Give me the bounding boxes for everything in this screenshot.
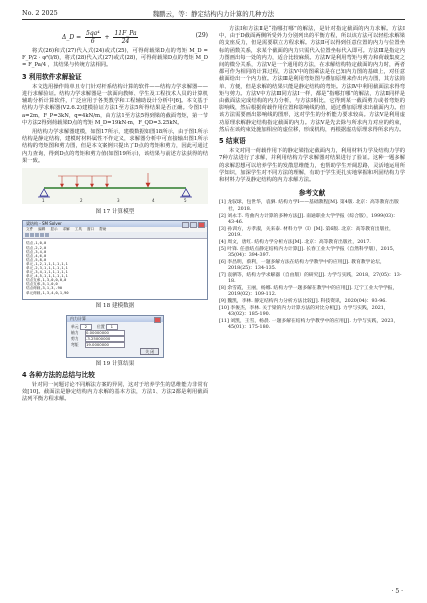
section-heading: 5 结束语 <box>219 137 246 146</box>
zoom-icon[interactable] <box>45 233 49 237</box>
solve-icon[interactable] <box>40 233 44 237</box>
paragraph: 用结构力学求解器建模，如图17所示，建模数据如图18所示，由于图1所示结构是静定结构，建模时材料属性不作定义，求解器分析中可直接输出图1所示结构的弯矩图和剪力图，但是本文案例只提出了D点的弯矩和剪力，因此可通过内力查询，得到D点的弯矩和剪力值(如图19所示)，该结果与前述方法获得的结果一致。 <box>22 129 208 164</box>
eq-lhs: Δ_D <box>62 34 75 42</box>
equation-29: Δ_D = $\frac{\text{5qa⁴}}{6}$ + $\frac{11F\_Pa}{24}$ (29) <box>62 30 208 46</box>
minimize-button[interactable] <box>182 222 189 228</box>
figure-17 <box>22 168 208 216</box>
save-icon[interactable] <box>35 233 39 237</box>
menu-item-window[interactable]: 窗口 <box>86 227 95 232</box>
reference-item: [3] 孙训方，方孝淑，关来泰. 材料力学（Ⅰ）[M]. 第6版. 北京：高等教育出版社，2019. <box>219 226 394 238</box>
moment-value: 19.0000000 <box>85 342 125 348</box>
svg-text:5: 5 <box>184 198 187 204</box>
figure-17-caption: 图 17 计算模型 <box>95 209 135 216</box>
dialog-titlebar <box>67 316 163 322</box>
issue-number: No. 2 2025 <box>22 9 58 17</box>
left-column <box>22 26 208 406</box>
menu-item-tools[interactable]: 工具 <box>74 227 82 232</box>
shear-force-row: 剪力 -3.25000000 <box>71 336 159 342</box>
reference-item: [11] 刘凯，王雪，杨晨. 一题多解在结构力学教学中的应用[J]. 力学与实践，2023，45(01)：175-180. <box>219 318 399 331</box>
equation-number: (29) <box>195 32 208 39</box>
unit-select[interactable]: 2 <box>80 324 92 330</box>
figure-18-caption: 图 18 建模数据 <box>95 303 135 310</box>
dialog-body <box>67 322 163 357</box>
reference-item: [8] 余雪霞，王丽，杨娜. 结构力学一题多解在教学中的应用[J]. 辽宁工业大学学报，2019(02)：109-112. <box>219 285 398 298</box>
open-icon[interactable] <box>30 233 34 237</box>
paragraph: 方法Ⅰ和方法Ⅱ是“指哪打哪”的解法，是针对指定截面的内力求解。方法Ⅰ中，由于D截面两侧所受外力分别列出的平衡方程，所以该方法可以轻松求解梁的支座反力，但是需要联立方程求解。方法Ⅱ可以得到任意位置的内力与位置坐标的函数关系，求某个截面的内力只需代入位置坐标代入即可。方法Ⅲ是指定内力图画出每一处的内力，适合比较麻烦。方法Ⅳ是利用弯矩与剪力和荷载集度之间的微分关系，方法Ⅴ是一个通用的方法，在求解结构特定截面的内力时，两者都可作为相同的计算过程，方法Ⅴ中的图乘法是在已知内力图的基础上，对任意截面给出一个内力值。方法Ⅲ是利用弯矩图与叠加原理来作出内力图，其方法简单、方便，但是求解的结果只能是静定结构的弯矩。方法Ⅳ中利用截面法求得弯矩与剪力。方法Ⅴ中方法Ⅲ同方法Ⅰ一样，都是“指哪打哪”的解法，方法Ⅱ同样是由截面法完成结构的内力分析，与方法Ⅰ相比，它得到某一截面剪力或者弯矩的影响线，然后根据荷载作用位置和影响线的值，通过叠加原理求出截面内力。但该方法需要画出影响线的图形，这对学生的分析能力要求较高。方法Ⅴ是利用虚功原理求解静定结构指定截面的内力。方法Ⅴ是先去除与所求内力对应的约束，然后在该约束处施加相应的虚位移，形成机构，再根据虚功原理求得所求内力。 <box>219 26 405 133</box>
svg-text:3: 3 <box>117 198 120 204</box>
axial-force-row: 轴力 0.00000000 <box>71 330 159 336</box>
reference-item: [7] 袁驷等，结构力学求解器（自由版）的研究[J]. 力学与实践，2018，27(05)：13-18. <box>219 272 402 285</box>
menu-item-file[interactable]: 文件 <box>26 227 34 232</box>
page-number: · 5 · <box>391 588 403 595</box>
reference-item: [5] 叶锋. 任意结点静定结构内力计算[J]. 长春工业大学学报（自然科学版），2015，35(04)：394-397. <box>219 246 398 258</box>
eq-frac-2: $\frac{11F\_Pa}{24}$ <box>114 30 137 46</box>
menu-item-edit[interactable]: 编辑 <box>38 227 46 232</box>
close-button[interactable] <box>154 317 161 323</box>
menu-item-solve[interactable]: 求解 <box>62 227 70 232</box>
close-button[interactable] <box>198 222 205 228</box>
position-input[interactable]: 1 <box>106 324 118 330</box>
beam-model-diagram <box>22 168 208 204</box>
maximize-button[interactable] <box>190 222 197 228</box>
figure-18-window <box>22 220 208 300</box>
reference-list <box>219 200 405 331</box>
paragraph: 将式(26)和式(27)代入式(24)或式(25)，可得荷载梁D点的弯矩 M_D = F_P/2 · φ²(l/8)，将式(28)代入式(27)或式(28)，可得荷载梁D点的弯矩 M_D = F_Pa/4 ，其结果与传统方法相同。 <box>22 48 208 69</box>
shear-force-value: -3.25000000 <box>85 336 125 342</box>
toolbar <box>23 232 207 239</box>
figure-19-caption: 图 19 计算结果 <box>95 360 135 367</box>
references-heading: 参考文献 <box>298 189 326 198</box>
unit-label: 单元 <box>71 323 79 329</box>
svg-text:2: 2 <box>80 198 83 204</box>
reference-item: [2] 刘永丰. 弯曲内力计算的多种方法[J]. 南通职业大学学报（综合版），1999(03)：43-46. <box>219 213 398 225</box>
section-heading: 3 利用软件求解验证 <box>22 72 82 81</box>
dialog-title: 内力计算 <box>70 315 86 321</box>
svg-text:1: 1 <box>42 198 45 204</box>
eq-frac-1: $\frac{\text{5qa⁴}}{6}$ <box>86 30 100 46</box>
paragraph: 本文对同一荷载作用下的静定梁指定截面内力，利用材料力学及结构力学的7种方法进行了求解，并利用结构力学求解器对结果进行了验证。这种一题多解的求解思想可以培养学生的发散思维能力，也帮助学生开阔思路，灵活地运用所学知识，加深学生对不同方法的理解，有助于学生更扎实地掌握和巩固结构力学和材料力学及静定结构的内力求解方法。 <box>219 148 405 184</box>
menu-item-view[interactable]: 显示 <box>50 227 58 232</box>
running-header <box>22 7 405 20</box>
svg-text:4: 4 <box>152 198 155 204</box>
close-dialog-button[interactable]: 关 闭 <box>140 348 159 355</box>
reference-item: [9] 魏凯，李林. 静定结构内力分析方法比较[J]. 科技资讯，2020(04)：93-96. <box>219 298 387 304</box>
reference-item: [4] 周文，唐红. 结构力学分析方法[M]. 北京：高等教育出版社，2017. <box>219 239 371 245</box>
section-heading: 4 各种方法的总结与比较 <box>22 370 95 379</box>
position-label: 位置 <box>97 323 105 329</box>
command-editor[interactable]: 结点,1,0,0 结点,2,2,0 结点,3,4,0 结点,4,6,0 结点,5,8,0 单元,1,2,1,1,1,1,1,1 单元,2,3,1,1,1,1,1,1 单元,3,4,1,1,1,1,1,1 单元,4,5,1,1,1,1,1,1 结点支承,1,3,0,0,0,0 结点支承,5,1,0,0 结点荷载,3,1,3,-90 单元荷载,1,3,4,0,1,90 <box>23 239 207 299</box>
reference-item: [1] 龙驭球，包世华，袁驷. 结构力学Ⅰ——基础教程[M]. 第4版. 北京：高等教育出版社，2018. <box>219 200 399 212</box>
axial-force-value: 0.00000000 <box>85 330 125 336</box>
window-title: 梁结构 - SM Solver <box>26 221 62 227</box>
header-title: 魏鹏云，等：静定结构内力计算的几种方法 <box>152 10 275 18</box>
menu-item-help[interactable]: 帮助 <box>99 227 107 232</box>
window-titlebar <box>23 221 207 227</box>
moment-row: 弯矩 19.0000000 <box>71 342 159 348</box>
reference-item: [6] 李昌明，蔡利，一题多解方法在结构力学教学中的应用[J]. 教育教学论坛，2018(25)：134-135. <box>219 259 385 271</box>
paragraph: 本文选用操作简单且专门针对杆系结构计算的软件——结构力学求解器——进行求解验证。结构力学求解器是一款面向教师、学生及工程技术人员的计算机辅助分析计算软件，广泛应用于各类教学和工程辅助设计分析中[6]。本文基于结构力学求解器(V2.6.2)建模验证方法1至方法5所得结果是否正确。令图1中 a=2m，F_P=3kN，q=4kN/m，由方法1至方法5得到梁的截面弯矩，第一节中方法2得到荷载梁D点的弯矩 M_D=19kN·m，F_QD=3.25kN。 <box>22 83 208 126</box>
right-column <box>219 26 405 332</box>
figure-19-dialog <box>66 315 164 358</box>
new-icon[interactable] <box>25 233 29 237</box>
paragraph: 针对同一问题讨论不同解法方案的异同，这对于培养学生的思维能力非常有效[10]。截面法是静定结构内力求解的基本方法，方法1、方法2都是利用截面法列平衡方程求解。 <box>22 382 208 403</box>
reference-item: [10] 李俊杰，李林. 关于梁的内力计算方法的对比分析[J]. 力学与实践，2021，43(02)：185-190. <box>219 305 389 318</box>
